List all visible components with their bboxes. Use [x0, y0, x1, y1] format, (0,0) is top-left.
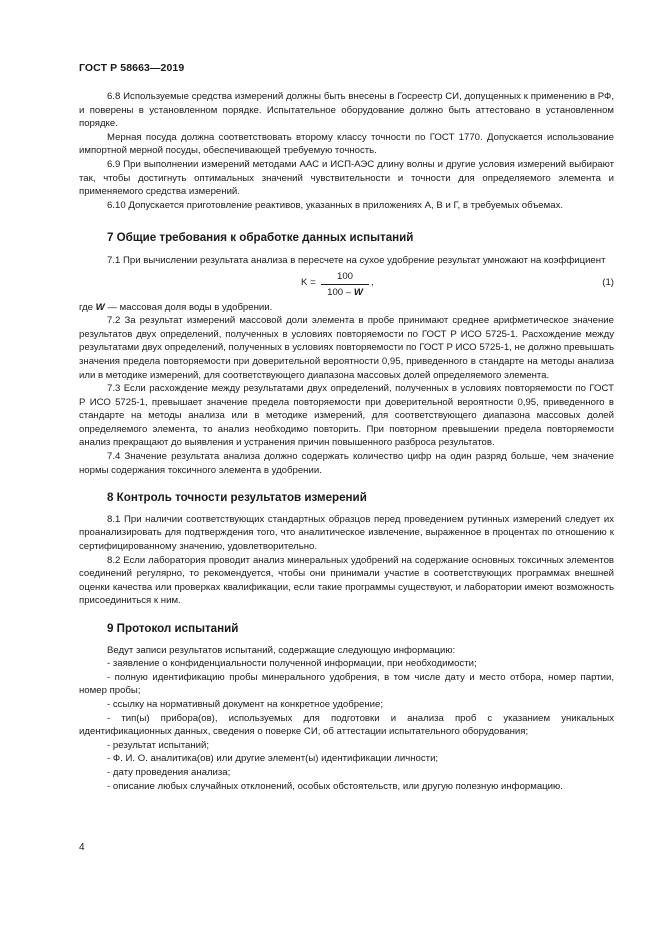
section-7-heading: 7 Общие требования к обработке данных испытаний [107, 231, 414, 245]
paragraph-7-3: 7.3 Если расхождение между результатами двух определений, полученных в условиях повторяемости по ГОСТ Р ИСО 5725-1, превышает значение предела повторяемости при доверительной вероятности 0,95, приведенного в стандарте на методы анализа или в методике измерений, для соответствующего диапазона массовых долей определяемого элемента, то анализ необходимо повторить. При повторном превышении предела повторяемости анализ прекращают до выявления и устранения причин повышенного разброса результатов. [79, 383, 614, 449]
paragraph-7-2: 7.2 За результат измерений массовой доли элемента в пробе принимают среднее арифметическое значение результатов двух определений, полученных в условиях повторяемости по ГОСТ Р ИСО 5725-1. Расхождение между результатами двух определений, полученных в условиях повторяемости по ГОСТ Р ИСО 5725-1, не должно превышать значения предела повторяемости при доверительной вероятности 0,95, приведенного в стандарте на методы анализа или в методике измерений, для соответствующего диапазона массовых долей определяемого элемента. [79, 315, 614, 381]
formula-denominator-var: W [353, 287, 363, 299]
list-item: - полную идентификацию пробы минерального удобрения, в том числе дату и место отбора, номер партии, номер пробы; [79, 671, 614, 697]
formula-denominator [321, 285, 369, 300]
protocol-list [79, 657, 614, 793]
paragraph-7-1: 7.1 При вычислении результата анализа в пересчете на сухое удобрение результат умножают на коэффициент [107, 254, 606, 266]
section-9-heading: 9 Протокол испытаний [107, 622, 239, 635]
section-8-heading: 8 Контроль точности результатов измерений [107, 491, 367, 505]
document-header: ГОСТ Р 58663—2019 [79, 62, 185, 74]
page-number: 4 [79, 842, 85, 853]
paragraph-6-8-glassware: Мерная посуда должна соответствовать второму классу точности по ГОСТ 1770. Допускается использование импортной мерной посуды, обеспечивающей требуемую точность. [79, 131, 614, 157]
formula-denominator-prefix: 100 – [327, 287, 354, 299]
paragraph-8-2: 8.2 Если лаборатория проводит анализ минеральных удобрений на содержание основных токсичных элементов соединений регулярно, то рекомендуется, чтобы они принимали участие в соответствующих программах внешней оценки качества или проверках квалификации, если такие программы существуют, и лаборатории имеют возможность присоединиться к ним. [79, 554, 614, 607]
list-item: - дату проведения анализа; [107, 766, 231, 778]
formula-comma: , [371, 276, 374, 288]
formula-lhs: K = [301, 276, 316, 288]
list-item: - описание любых случайных отклонений, особых обстоятельств, или другую полезную информацию. [107, 780, 563, 792]
formula-1 [79, 270, 614, 301]
where-text: — массовая доля воды в удобрении. [104, 301, 273, 313]
list-item: - Ф. И. О. аналитика(ов) или другие элемент(ы) идентификации личности; [107, 753, 439, 765]
paragraph-6-8: 6.8 Используемые средства измерений должны быть внесены в Госреестр СИ, допущенных к применению в РФ, и поверены в установленном порядке. Испытательное оборудование должно быть аттестовано в установленном порядке. [79, 91, 614, 130]
document-body [79, 90, 614, 793]
paragraph-9-intro: Ведут записи результатов испытаний, содержащие следующую информацию: [107, 644, 456, 656]
list-item: - ссылку на нормативный документ на конкретное удобрение; [107, 698, 384, 710]
formula-fraction [321, 270, 369, 300]
list-item: - заявление о конфиденциальности полученной информации, при необходимости; [107, 658, 477, 670]
formula-number: (1) [602, 276, 614, 288]
paragraph-6-10: 6.10 Допускается приготовление реактивов, указанных в приложениях А, В и Г, в требуемых объемах. [107, 199, 564, 211]
paragraph-6-9: 6.9 При выполнении измерений методами ААС и ИСП-АЭС длину волны и другие условия измерений выбирают так, чтобы достигнуть оптимальных значений чувствительности и точности для определяемого элемента и применяемого средства измерений. [79, 158, 614, 198]
formula-where: где W — массовая доля воды в удобрении. [79, 301, 273, 313]
list-item: - результат испытаний; [107, 739, 210, 751]
list-item: - тип(ы) прибора(ов), используемых для подготовки и анализа проб с указанием уникальных идентификационных данных, сведения о поверке СИ, об аттестации испытательного оборудования; [79, 712, 614, 738]
paragraph-8-1: 8.1 При наличии соответствующих стандартных образцов перед проведением рутинных измерений следует их проанализировать для подтверждения того, что аналитическое извлечение, выраженное в процентах по отношению к сертифицированному значению, удовлетворительно. [79, 513, 614, 553]
paragraph-7-4: 7.4 Значение результата анализа должно содержать количество цифр на один разряд больше, чем значение нормы содержания токсичного элемента в удобрении. [79, 451, 614, 476]
where-var: W [95, 301, 105, 313]
formula-numerator: 100 [321, 270, 369, 286]
